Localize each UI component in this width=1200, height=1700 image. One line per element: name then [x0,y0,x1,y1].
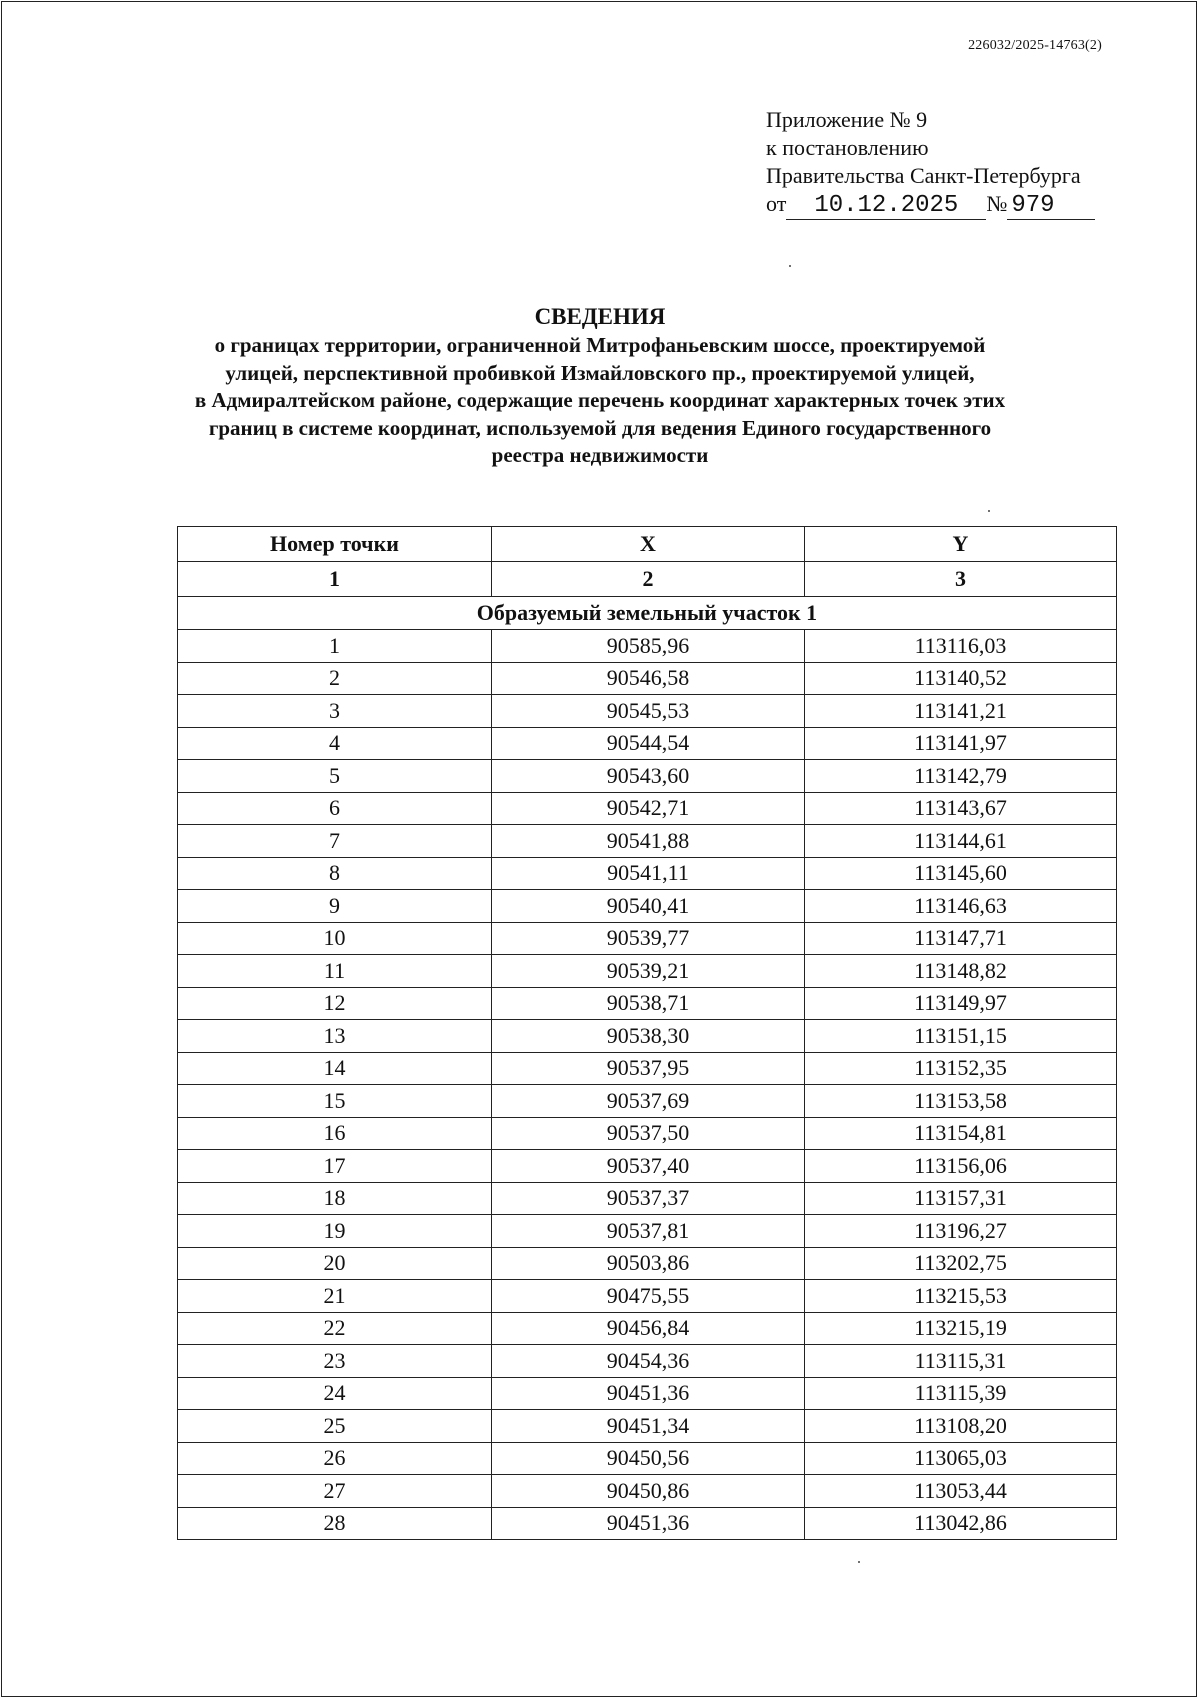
x-coordinate-cell: 90537,81 [492,1215,805,1248]
point-number-cell: 20 [178,1247,492,1280]
x-coordinate-cell: 90475,55 [492,1280,805,1313]
x-coordinate-cell: 90450,86 [492,1475,805,1508]
x-coordinate-cell: 90537,40 [492,1150,805,1183]
table-row [178,1442,1117,1475]
x-coordinate-cell: 90538,30 [492,1020,805,1053]
y-coordinate-cell: 113151,15 [805,1020,1117,1053]
scan-speck [789,265,791,267]
x-coordinate-cell: 90545,53 [492,695,805,728]
point-number-cell: 18 [178,1182,492,1215]
x-coordinate-cell: 90503,86 [492,1247,805,1280]
resolution-number: 979 [1007,193,1095,220]
y-coordinate-cell: 113142,79 [805,760,1117,793]
y-coordinate-cell: 113215,19 [805,1312,1117,1345]
point-number-cell: 15 [178,1085,492,1118]
table-row [178,922,1117,955]
table-row [178,1410,1117,1443]
table-row [178,695,1117,728]
y-coordinate-cell: 113148,82 [805,955,1117,988]
y-coordinate-cell: 113143,67 [805,792,1117,825]
table-row [178,890,1117,923]
table-row [178,1117,1117,1150]
point-number-cell: 11 [178,955,492,988]
annex-block [766,106,1095,220]
table-row [178,1247,1117,1280]
point-number-cell: 12 [178,987,492,1020]
y-coordinate-cell: 113053,44 [805,1475,1117,1508]
x-coordinate-cell: 90538,71 [492,987,805,1020]
section-title: Образуемый земельный участок 1 [178,597,1117,630]
y-coordinate-cell: 113144,61 [805,825,1117,858]
point-number-cell: 8 [178,857,492,890]
point-number-cell: 7 [178,825,492,858]
x-coordinate-cell: 90450,56 [492,1442,805,1475]
y-coordinate-cell: 113215,53 [805,1280,1117,1313]
x-coordinate-cell: 90451,36 [492,1507,805,1540]
table-row [178,630,1117,663]
table-header-row [178,527,1117,562]
table-row [178,857,1117,890]
y-coordinate-cell: 113202,75 [805,1247,1117,1280]
y-coordinate-cell: 113141,97 [805,727,1117,760]
y-coordinate-cell: 113115,39 [805,1377,1117,1410]
subtitle-line: улицей, перспективной пробивкой Измайловского пр., проектируемой улицей, [225,360,975,385]
table-row [178,1280,1117,1313]
point-number-cell: 24 [178,1377,492,1410]
table-row [178,955,1117,988]
x-coordinate-cell: 90537,37 [492,1182,805,1215]
subtitle-line: о границах территории, ограниченной Митрофаньевским шоссе, проектируемой [214,333,986,357]
table-row [178,760,1117,793]
column-number: 2 [492,562,805,597]
point-number-cell: 1 [178,630,492,663]
y-coordinate-cell: 113196,27 [805,1215,1117,1248]
point-number-cell: 22 [178,1312,492,1345]
point-number-cell: 21 [178,1280,492,1313]
number-prefix: № [986,191,1008,216]
y-coordinate-cell: 113153,58 [805,1085,1117,1118]
point-number-cell: 26 [178,1442,492,1475]
point-number-cell: 2 [178,662,492,695]
table-row [178,1377,1117,1410]
y-coordinate-cell: 113156,06 [805,1150,1117,1183]
x-coordinate-cell: 90451,36 [492,1377,805,1410]
column-number: 1 [178,562,492,597]
point-number-cell: 16 [178,1117,492,1150]
annex-government-line: Правительства Санкт-Петербурга [766,163,1081,188]
table-row [178,792,1117,825]
point-number-cell: 14 [178,1052,492,1085]
resolution-date: 10.12.2025 [786,193,986,220]
date-prefix: от [766,191,787,216]
point-number-cell: 13 [178,1020,492,1053]
x-coordinate-cell: 90540,41 [492,890,805,923]
y-coordinate-cell: 113141,21 [805,695,1117,728]
x-coordinate-cell: 90544,54 [492,727,805,760]
y-coordinate-cell: 113152,35 [805,1052,1117,1085]
annex-title: Приложение № 9 [766,107,928,132]
point-number-cell: 17 [178,1150,492,1183]
point-number-cell: 3 [178,695,492,728]
y-coordinate-cell: 113145,60 [805,857,1117,890]
table-row [178,987,1117,1020]
point-number-cell: 19 [178,1215,492,1248]
point-number-cell: 5 [178,760,492,793]
table-row [178,1475,1117,1508]
y-coordinate-cell: 113108,20 [805,1410,1117,1443]
point-number-cell: 27 [178,1475,492,1508]
x-coordinate-cell: 90542,71 [492,792,805,825]
table-row [178,1312,1117,1345]
y-coordinate-cell: 113154,81 [805,1117,1117,1150]
table-row [178,1150,1117,1183]
y-coordinate-cell: 113149,97 [805,987,1117,1020]
scan-speck [858,1561,860,1563]
scan-speck [988,510,990,512]
x-coordinate-cell: 90537,69 [492,1085,805,1118]
header-x: X [492,527,805,562]
x-coordinate-cell: 90585,96 [492,630,805,663]
y-coordinate-cell: 113147,71 [805,922,1117,955]
x-coordinate-cell: 90537,95 [492,1052,805,1085]
table-row [178,1507,1117,1540]
table-row [178,662,1117,695]
table-row [178,1345,1117,1378]
point-number-cell: 6 [178,792,492,825]
x-coordinate-cell: 90543,60 [492,760,805,793]
table-row [178,1182,1117,1215]
subtitle-line: границ в системе координат, используемой для ведения Единого государственного [208,415,992,440]
point-number-cell: 25 [178,1410,492,1443]
x-coordinate-cell: 90451,34 [492,1410,805,1443]
x-coordinate-cell: 90454,36 [492,1345,805,1378]
point-number-cell: 28 [178,1507,492,1540]
subtitle-line: в Адмиралтейском районе, содержащие перечень координат характерных точек этих [194,388,1006,412]
table-row [178,825,1117,858]
column-number: 3 [805,562,1117,597]
y-coordinate-cell: 113146,63 [805,890,1117,923]
annex-date-number-line [766,190,1095,220]
point-number-cell: 4 [178,727,492,760]
document-title: СВЕДЕНИЯ [534,304,666,329]
y-coordinate-cell: 113116,03 [805,630,1117,663]
x-coordinate-cell: 90456,84 [492,1312,805,1345]
annex-resolution-line: к постановлению [766,135,929,160]
x-coordinate-cell: 90541,88 [492,825,805,858]
y-coordinate-cell: 113115,31 [805,1345,1117,1378]
section-row [178,597,1117,630]
x-coordinate-cell: 90537,50 [492,1117,805,1150]
y-coordinate-cell: 113140,52 [805,662,1117,695]
table-row [178,1085,1117,1118]
point-number-cell: 10 [178,922,492,955]
table-row [178,1052,1117,1085]
x-coordinate-cell: 90541,11 [492,857,805,890]
point-number-cell: 23 [178,1345,492,1378]
table-row [178,1215,1117,1248]
subtitle-line: реестра недвижимости [491,443,709,467]
document-heading [150,302,1050,470]
table-row [178,1020,1117,1053]
header-point-number: Номер точки [178,527,492,562]
table-row [178,727,1117,760]
document-subtitle [150,332,1050,470]
header-y: Y [805,527,1117,562]
y-coordinate-cell: 113157,31 [805,1182,1117,1215]
x-coordinate-cell: 90539,77 [492,922,805,955]
y-coordinate-cell: 113065,03 [805,1442,1117,1475]
x-coordinate-cell: 90539,21 [492,955,805,988]
point-number-cell: 9 [178,890,492,923]
coordinates-table [177,526,1117,1540]
y-coordinate-cell: 113042,86 [805,1507,1117,1540]
document-registration-number: 226032/2025-14763(2) [968,38,1102,53]
column-number-row [178,562,1117,597]
x-coordinate-cell: 90546,58 [492,662,805,695]
